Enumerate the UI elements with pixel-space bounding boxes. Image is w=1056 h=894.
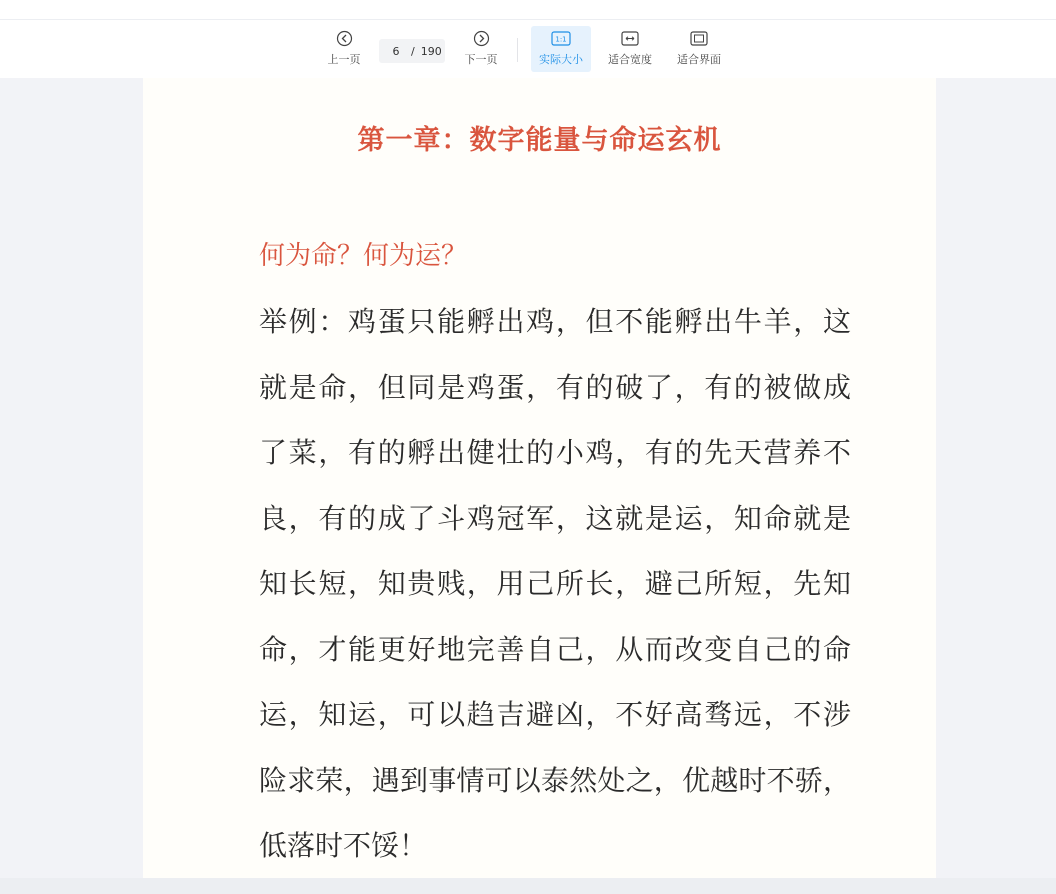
fit-width-label: 适合宽度 bbox=[608, 53, 652, 66]
chapter-title: 第一章：数字能量与命运玄机 bbox=[357, 125, 722, 156]
actual-size-icon-text: 1:1 bbox=[555, 35, 567, 43]
chevron-right-icon bbox=[473, 28, 490, 48]
toolbar-divider bbox=[517, 38, 518, 62]
body-paragraph bbox=[259, 289, 851, 879]
next-page-button[interactable] bbox=[459, 26, 503, 72]
viewer-toolbar bbox=[0, 20, 1056, 78]
body-line: 了菜，有的孵出健壮的小鸡，有的先天营养不 bbox=[259, 436, 851, 469]
body-line: 险求荣，遇到事情可以泰然处之，优越时不骄， bbox=[259, 763, 851, 797]
window-top-strip bbox=[0, 0, 1056, 20]
page-indicator bbox=[379, 39, 445, 63]
actual-size-icon bbox=[551, 28, 571, 48]
page-number-input[interactable] bbox=[385, 45, 407, 58]
actual-size-button[interactable] bbox=[531, 26, 591, 72]
body-line: 举例：鸡蛋只能孵出鸡，但不能孵出牛羊，这 bbox=[259, 305, 851, 338]
actual-size-label: 实际大小 bbox=[539, 53, 583, 66]
body-line: 知长短，知贵贱，用己所长，避己所短，先知 bbox=[259, 567, 851, 600]
fit-page-button[interactable] bbox=[671, 26, 727, 72]
prev-page-label: 上一页 bbox=[327, 53, 361, 66]
body-line: 命，才能更好地完善自己，从而改变自己的命 bbox=[259, 632, 851, 666]
prev-page-button[interactable] bbox=[322, 26, 366, 72]
page-separator: / bbox=[411, 44, 415, 58]
fit-width-icon bbox=[621, 28, 639, 48]
fit-width-button[interactable] bbox=[602, 26, 658, 72]
next-page-label: 下一页 bbox=[464, 53, 498, 66]
chevron-left-icon bbox=[336, 28, 353, 48]
document-page bbox=[143, 78, 936, 878]
body-line: 良，有的成了斗鸡冠军，这就是运，知命就是 bbox=[259, 501, 851, 535]
section-heading: 何为命？何为运？ bbox=[259, 241, 468, 271]
body-line: 就是命，但同是鸡蛋，有的破了，有的被做成 bbox=[259, 370, 851, 404]
fit-page-label: 适合界面 bbox=[677, 53, 721, 66]
document-viewer[interactable] bbox=[0, 78, 1056, 878]
fit-page-icon bbox=[690, 28, 708, 48]
body-line: 低落时不馁！ bbox=[259, 829, 428, 862]
total-pages: 190 bbox=[420, 44, 442, 58]
horizontal-scrollbar[interactable] bbox=[0, 878, 1056, 894]
body-line: 运，知运，可以趋吉避凶，不好高骛远，不涉 bbox=[259, 698, 851, 731]
